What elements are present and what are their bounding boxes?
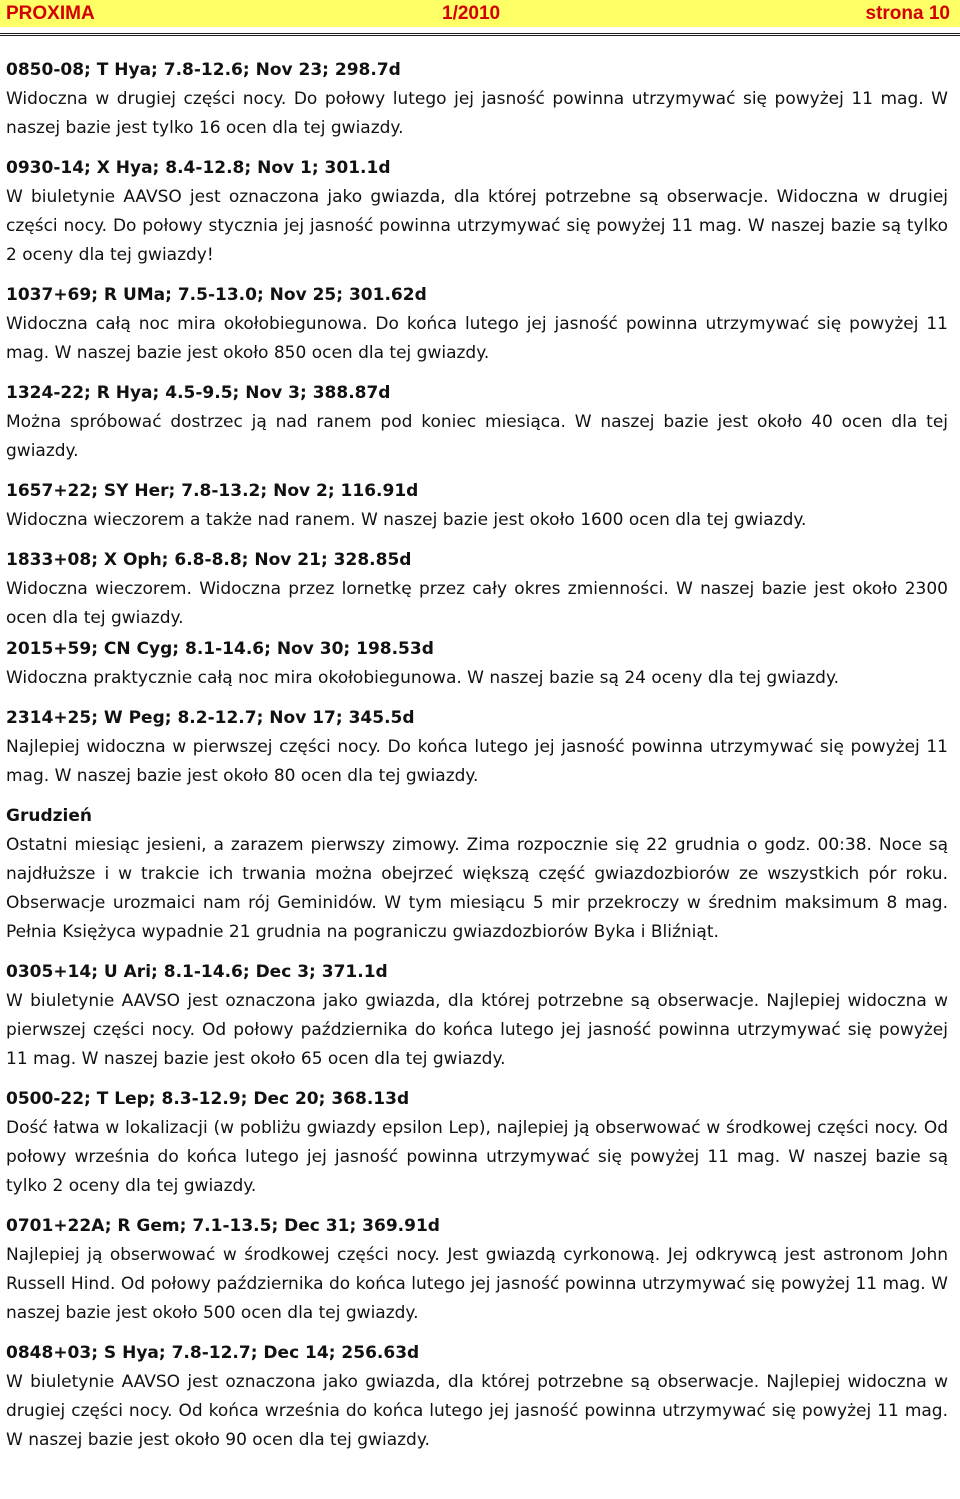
star-description: Widoczna w drugiej części nocy. Do połowy lutego jej jasność powinna utrzymywać się powyżej 11 mag. W naszej bazie jest tylko 16 ocen dla tej gwiazdy.: [6, 89, 948, 138]
star-description: Najlepiej widoczna w pierwszej części nocy. Do końca lutego jej jasność powinna utrzymywać się powyżej 11 mag. W naszej bazie jest około 80 ocen dla tej gwiazdy.: [6, 737, 948, 786]
star-title: 0500-22; T Lep; 8.3-12.9; Dec 20; 368.13d: [6, 1089, 410, 1109]
star-entry: [6, 546, 948, 633]
star-title: 0850-08; T Hya; 7.8-12.6; Nov 23; 298.7d: [6, 60, 401, 80]
issue-number: 1/2010: [442, 3, 501, 24]
star-entry: [6, 1339, 948, 1455]
star-entry: [6, 635, 948, 693]
star-title: 0848+03; S Hya; 7.8-12.7; Dec 14; 256.63d: [6, 1343, 420, 1363]
star-title: 1037+69; R UMa; 7.5-13.0; Nov 25; 301.62d: [6, 285, 427, 305]
star-entry: [6, 1085, 948, 1201]
star-title: 1324-22; R Hya; 4.5-9.5; Nov 3; 388.87d: [6, 383, 391, 403]
star-description: Widoczna całą noc mira okołobiegunowa. Do końca lutego jej jasność powinna utrzymywać się powyżej 11 mag. W naszej bazie jest około 850 ocen dla tej gwiazdy.: [6, 314, 948, 363]
header-rule: [0, 33, 960, 36]
star-entry: [6, 281, 948, 368]
page-header: [0, 0, 960, 27]
star-title: 2314+25; W Peg; 8.2-12.7; Nov 17; 345.5d: [6, 708, 415, 728]
month-section: [6, 802, 948, 947]
star-entry: [6, 154, 948, 270]
star-description: W biuletynie AAVSO jest oznaczona jako gwiazda, dla której potrzebne są obserwacje. Najlepiej widoczna w pierwszej części nocy. Od połowy października do końca lutego jej jasność powinna utrzymywać się powyżej 11 mag. W naszej bazie jest około 65 ocen dla tej gwiazdy.: [6, 991, 948, 1069]
star-entry: [6, 56, 948, 143]
star-entry: [6, 477, 948, 535]
star-description: Można spróbować dostrzec ją nad ranem pod koniec miesiąca. W naszej bazie jest około 40 ocen dla tej gwiazdy.: [6, 412, 948, 461]
star-description: W biuletynie AAVSO jest oznaczona jako gwiazda, dla której potrzebne są obserwacje. Widoczna w drugiej części nocy. Do połowy stycznia jej jasność powinna utrzymywać się powyżej 11 mag. W naszej bazie są tylko 2 oceny dla tej gwiazdy!: [6, 187, 948, 265]
star-description: W biuletynie AAVSO jest oznaczona jako gwiazda, dla której potrzebne są obserwacje. Najlepiej widoczna w drugiej części nocy. Od końca września do końca lutego jej jasność powinna utrzymywać się powyżej 11 mag. W naszej bazie jest około 90 ocen dla tej gwiazdy.: [6, 1372, 948, 1450]
article-body: [6, 56, 948, 1466]
star-entry: [6, 379, 948, 466]
star-description: Widoczna praktycznie całą noc mira okołobiegunowa. W naszej bazie są 24 oceny dla tej gwiazdy.: [6, 668, 839, 688]
star-entry: [6, 704, 948, 791]
star-title: 0930-14; X Hya; 8.4-12.8; Nov 1; 301.1d: [6, 158, 391, 178]
star-title: 2015+59; CN Cyg; 8.1-14.6; Nov 30; 198.53d: [6, 639, 434, 659]
star-description: Dość łatwa w lokalizacji (w pobliżu gwiazdy epsilon Lep), najlepiej ją obserwować w środkowej części nocy. Od połowy września do końca lutego jej jasność powinna utrzymywać się powyżej 11 mag. W naszej bazie są tylko 2 oceny dla tej gwiazdy.: [6, 1118, 948, 1196]
star-description: Widoczna wieczorem a także nad ranem. W naszej bazie jest około 1600 ocen dla tej gwiazdy.: [6, 510, 807, 530]
star-title: 0305+14; U Ari; 8.1-14.6; Dec 3; 371.1d: [6, 962, 388, 982]
star-title: 1657+22; SY Her; 7.8-13.2; Nov 2; 116.91d: [6, 481, 419, 501]
journal-name: PROXIMA: [6, 3, 95, 24]
star-entry: [6, 1212, 948, 1328]
star-title: 1833+08; X Oph; 6.8-8.8; Nov 21; 328.85d: [6, 550, 412, 570]
star-entry: [6, 958, 948, 1074]
star-title: 0701+22A; R Gem; 7.1-13.5; Dec 31; 369.91d: [6, 1216, 440, 1236]
star-description: Widoczna wieczorem. Widoczna przez lornetkę przez cały okres zmienności. W naszej bazie jest około 2300 ocen dla tej gwiazdy.: [6, 579, 948, 628]
section-heading: Grudzień: [6, 806, 92, 826]
section-text: Ostatni miesiąc jesieni, a zarazem pierwszy zimowy. Zima rozpocznie się 22 grudnia o godz. 00:38. Noce są najdłuższe i w trakcie ich trwania można obejrzeć większą część gwiazdozbiorów ze wszystkich pór roku. Obserwacje urozmaici nam rój Geminidów. W tym miesiącu 5 mir przekroczy w średnim maksimum 8 mag. Pełnia Księżyca wypadnie 21 grudnia na pograniczu gwiazdozbiorów Byka i Bliźniąt.: [6, 835, 948, 942]
star-description: Najlepiej ją obserwować w środkowej części nocy. Jest gwiazdą cyrkonową. Jej odkrywcą jest astronom John Russell Hind. Od połowy października do końca lutego jej jasność powinna utrzymywać się powyżej 11 mag. W naszej bazie jest około 500 ocen dla tej gwiazdy.: [6, 1245, 948, 1323]
page-number: strona 10: [865, 3, 950, 24]
